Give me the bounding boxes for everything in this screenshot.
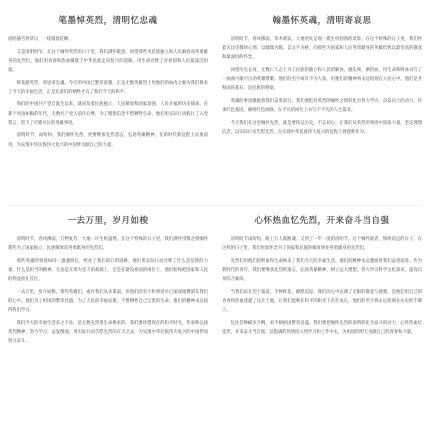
article-title: 一去万里，岁月如梭 <box>67 216 149 226</box>
article-title: 翰墨怀英魂，清明寄哀思 <box>272 16 372 26</box>
article-paragraph: 清明悬雪春草日，一枝缀着花柳。 <box>8 37 73 42</box>
article-paragraph: 清明时节，雨纷纷。我们缅怀先烈，更要继承先烈遗志，弘扬英雄精神，在新时代新征程上奋勇前进，为实现中华民族伟大复兴的中国梦贡献自己的力量。 <box>8 133 208 148</box>
section-divider <box>8 205 422 206</box>
article-paragraph: 一去万里，岁月如梭。那些英雄们，或许我们从未谋面，但他们的名字和事迹早已深深地镌刻在我们的心中。他们为了祖国的繁荣昌盛，为了人民的幸福安康，不惜牺牲自己宝贵的生命。他们的精神永远值得我们学习。 <box>8 289 208 314</box>
article-paragraph: 我们的中国共产党自诞生以来，就肩负着民族独立、人民解放和国家富强、人民幸福的历史使命。在那个风雨如晦的年代，无数共产党人前仆后继，为了理想信念不惜牺牲生命，他们用实际行动践行了入党誓言，留下了可歌可泣的英雄事迹。 <box>8 102 208 126</box>
article-paragraph: 又是清明时节，在这个缅怀英烈的日子里，我们满怀敬意，回望那些为民族独立和人民解放而英勇献身的先烈们。他们用青春和热血铺就了中华民族走向复兴的道路，用生命诠释了对祖国和人民最深沉的爱。 <box>8 49 208 73</box>
article-paragraph: 清明时节，春风拂面，万物复苏，大地一片生机盎然。在这个特殊的日子里，我们满怀崇敬之情缅怀那些为了国家独立、民族解放而英勇献身的先烈们。 <box>8 237 208 252</box>
article-title: 心怀热血忆先烈，开来奋斗当自强 <box>254 216 390 226</box>
article-top-right <box>222 14 422 141</box>
article-paragraph: 回望历史长河，无数仁人志士为了民族的独立和人民的解放，抛头颅、洒热血，用生命和鲜血书写了一曲曲可歌可泣的英雄赞歌。他们的名字或许不为人知，但他们的精神将永远铭刻在人民心中。他们是共和国的基石，是民族的脊梁。 <box>222 68 422 92</box>
article-paragraph: 鲜花献英烈，寄思寄忠魂。今天的中国已繁荣富强，正是无数英雄烈士用他们的血肉之躯为我们换来了今天的幸福生活，正是先辈们的牺牲才有了我们今天的和平。 <box>8 80 208 95</box>
article-bottom-right <box>222 214 422 341</box>
article-paragraph: 清明时节雨纷纷，路上行人欲断魂。又到了一年一度的清明节，这个缅怀逝者、慎终追远的日子。在这样的日子里，我们更加怀念为了国家和民族的解放事业英勇献身的先烈们。 <box>222 237 422 252</box>
article-paragraph: 忆往昔峥嵘岁月稠，看今朝祖国繁荣昌盛。我们要把缅怀先烈的深情转化为奋斗的动力，心怀热血忆先烈，开来奋斗当自强，以饱满的热情投入到学习和工作中去，为祖国的明天贡献自己的青春和力量。 <box>222 320 422 335</box>
article-top-left <box>8 14 208 153</box>
article-paragraph: 当我们站在烈士墓前，手捧鲜花，静默追思，我们的心中充满了无限的敬意与感激。是他们用自己的青春和热血浇灌了这片土地，让我们能够在和平的阳光下茁壮成长。他们的名字将永远铭刻在历史的丰碑上。 <box>222 289 422 314</box>
article-paragraph: 今天我们在这里缅怀先烈，就是要铭记历史、不忘初心。让我们从英烈的事迹中汲取力量，坚定理想信念，以实际行动告慰先烈，在实现中华民族伟大复兴的征程上展现新作为。 <box>222 120 422 135</box>
article-bottom-left <box>8 214 208 350</box>
article-paragraph: 那些英雄的事迹如同一盏盏明灯，照亮了我们前行的道路。他们用实际行动诠释了什么是信仰的力量，什么是担当的精神。无论是在烽火连天的战场上，还是在建设祖国的岗位上，他们始终把国家和人民的利益放在首位。 <box>8 258 208 283</box>
article-paragraph: 先烈们用他们的鲜血和生命换来了我们今天的幸福生活。他们的精神永远激励着我们奋勇前进。作为新时代的青年，我们要继承先烈的遗志，弘扬英雄精神，树立远大理想，努力学习科学文化知识，提高自身综合素质。 <box>222 258 422 283</box>
article-paragraph: 英雄的事迹激励着我们奋勇前行。我们要把对英烈的缅怀之情转化为努力学习、奋发向上的动力，传承红色基因，赓续红色血脉，在平凡的岗位上书写不平凡的人生篇章。 <box>222 99 422 114</box>
article-title: 笔墨悼英烈，清明忆忠魂 <box>58 16 158 26</box>
article-paragraph: 我们今天的幸福生活来之不易，是无数先烈用生命换来的。我们要珍惜现在的和平时光，传承和弘扬英烈精神，努力学习，奋发图强，用实际行动告慰先烈的在天之灵，为实现中华民族伟大复兴的中国梦而努力奋斗。 <box>8 320 208 345</box>
article-paragraph: 清明时节，春风拂面，草木萌发。大地处处呈现一派生机勃勃的景象。在这个特殊的日子里，我们怀着无比崇敬的心情，以翰墨为媒，以文字为桥，向那些为国家和人民英勇献身的英雄们致以最崇高的敬意和最深切的怀念。 <box>222 37 422 61</box>
